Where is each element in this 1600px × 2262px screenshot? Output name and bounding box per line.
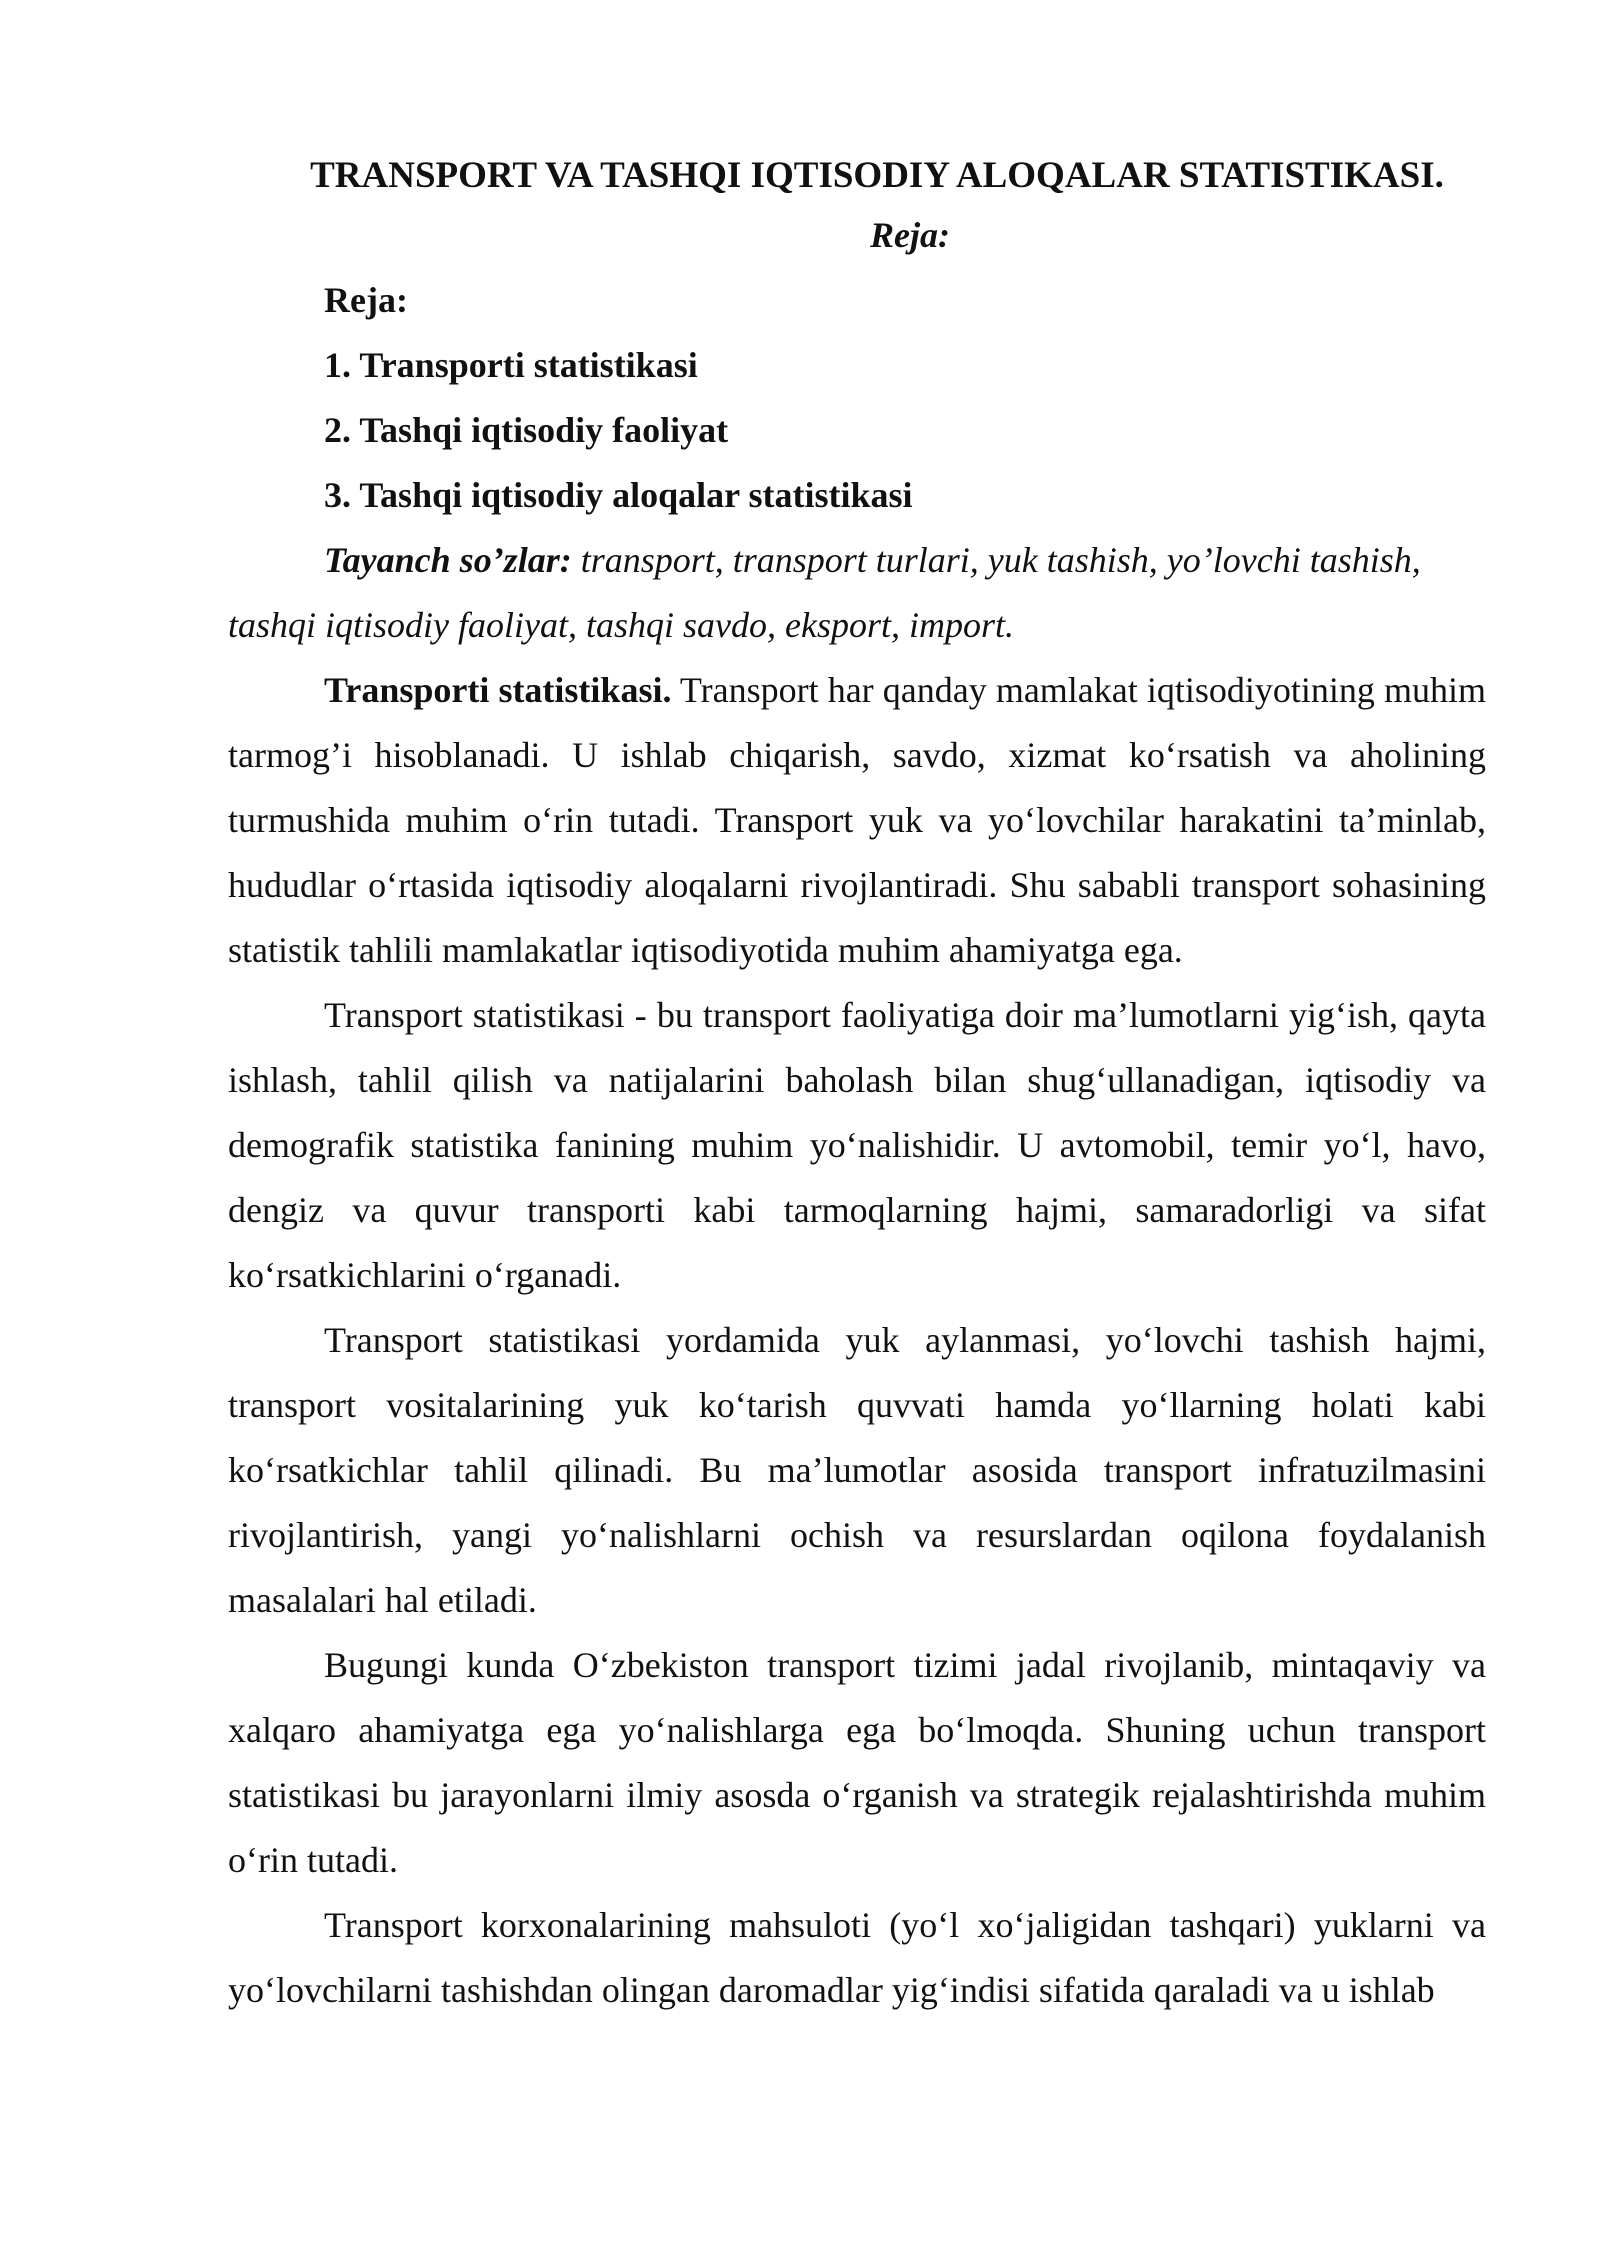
paragraph-5: Transport korxonalarining mahsuloti (yo‘l xo‘jaligidan tashqari) yuklarni va yo‘lovchilarni tashishdan olingan daromadlar yig‘indisi sifatida qaraladi va u ishlab (228, 1905, 1486, 2010)
keywords-label: Tayanch so’zlar: (324, 540, 572, 580)
paragraph-4: Bugungi kunda O‘zbekiston transport tizimi jadal rivojlanib, mintaqaviy va xalqaro ahamiyatga ega yo‘nalishlarga ega bo‘lmoqda. Shuning uchun transport statistikasi bu jarayonlarni ilmiy asosda o‘rganish va strategik rejalashtirishda muhim o‘rin tutadi. (228, 1645, 1486, 1880)
paragraph-2: Transport statistikasi - bu transport faoliyatiga doir ma’lumotlarni yig‘ish, qayta ishlash, tahlil qilish va natijalarini baholash bilan shug‘ullanadigan, iqtisodiy va demografik statistika fanining muhim yo‘nalishidir. U avtomobil, temir yo‘l, havo, dengiz va quvur transporti kabi tarmoqlarning hajmi, samaradorligi va sifat ko‘rsatkichlarini o‘rganadi. (228, 995, 1486, 1295)
keywords-paragraph (228, 528, 1486, 658)
plan-heading: Reja: (324, 280, 408, 320)
paragraph-1-text: Transport har qanday mamlakat iqtisodiyotining muhim tarmog’i hisoblanadi. U ishlab chiqarish, savdo, xizmat ko‘rsatish va aholining turmushida muhim o‘rin tutadi. Transport yuk va yo‘lovchilar harakatini ta’minlab, hududlar o‘rtasida iqtisodiy aloqalarni rivojlantiradi. Shu sababli transport sohasining statistik tahlili mamlakatlar iqtisodiyotida muhim ahamiyatga ega. (228, 670, 1486, 970)
page-content (228, 150, 1486, 2023)
paragraph-3: Transport statistikasi yordamida yuk aylanmasi, yo‘lovchi tashish hajmi, transport vositalarining yuk ko‘tarish quvvati hamda yo‘llarning holati kabi ko‘rsatkichlar tahlil qilinadi. Bu ma’lumotlar asosida transport infratuzilmasini rivojlantirish, yangi yo‘nalishlarni ochish va resurslardan oqilona foydalanish masalalari hal etiladi. (228, 1320, 1486, 1620)
section-heading: Transporti statistikasi. (324, 670, 672, 710)
plan-heading-right: Reja: (870, 215, 950, 255)
plan-item-2: 2. Tashqi iqtisodiy faoliyat (324, 410, 729, 450)
paragraph-1 (228, 658, 1486, 983)
page-title: TRANSPORT VA TASHQI IQTISODIY ALOQALAR STATISTIKASI. (310, 155, 1444, 196)
keywords-text: transport, transport turlari, yuk tashish, yo’lovchi tashish, tashqi iqtisodiy faoliyat, tashqi savdo, eksport, import. (228, 540, 1421, 645)
plan-item-3: 3. Tashqi iqtisodiy aloqalar statistikasi (324, 475, 913, 515)
plan-item-1: 1. Transporti statistikasi (324, 345, 698, 385)
